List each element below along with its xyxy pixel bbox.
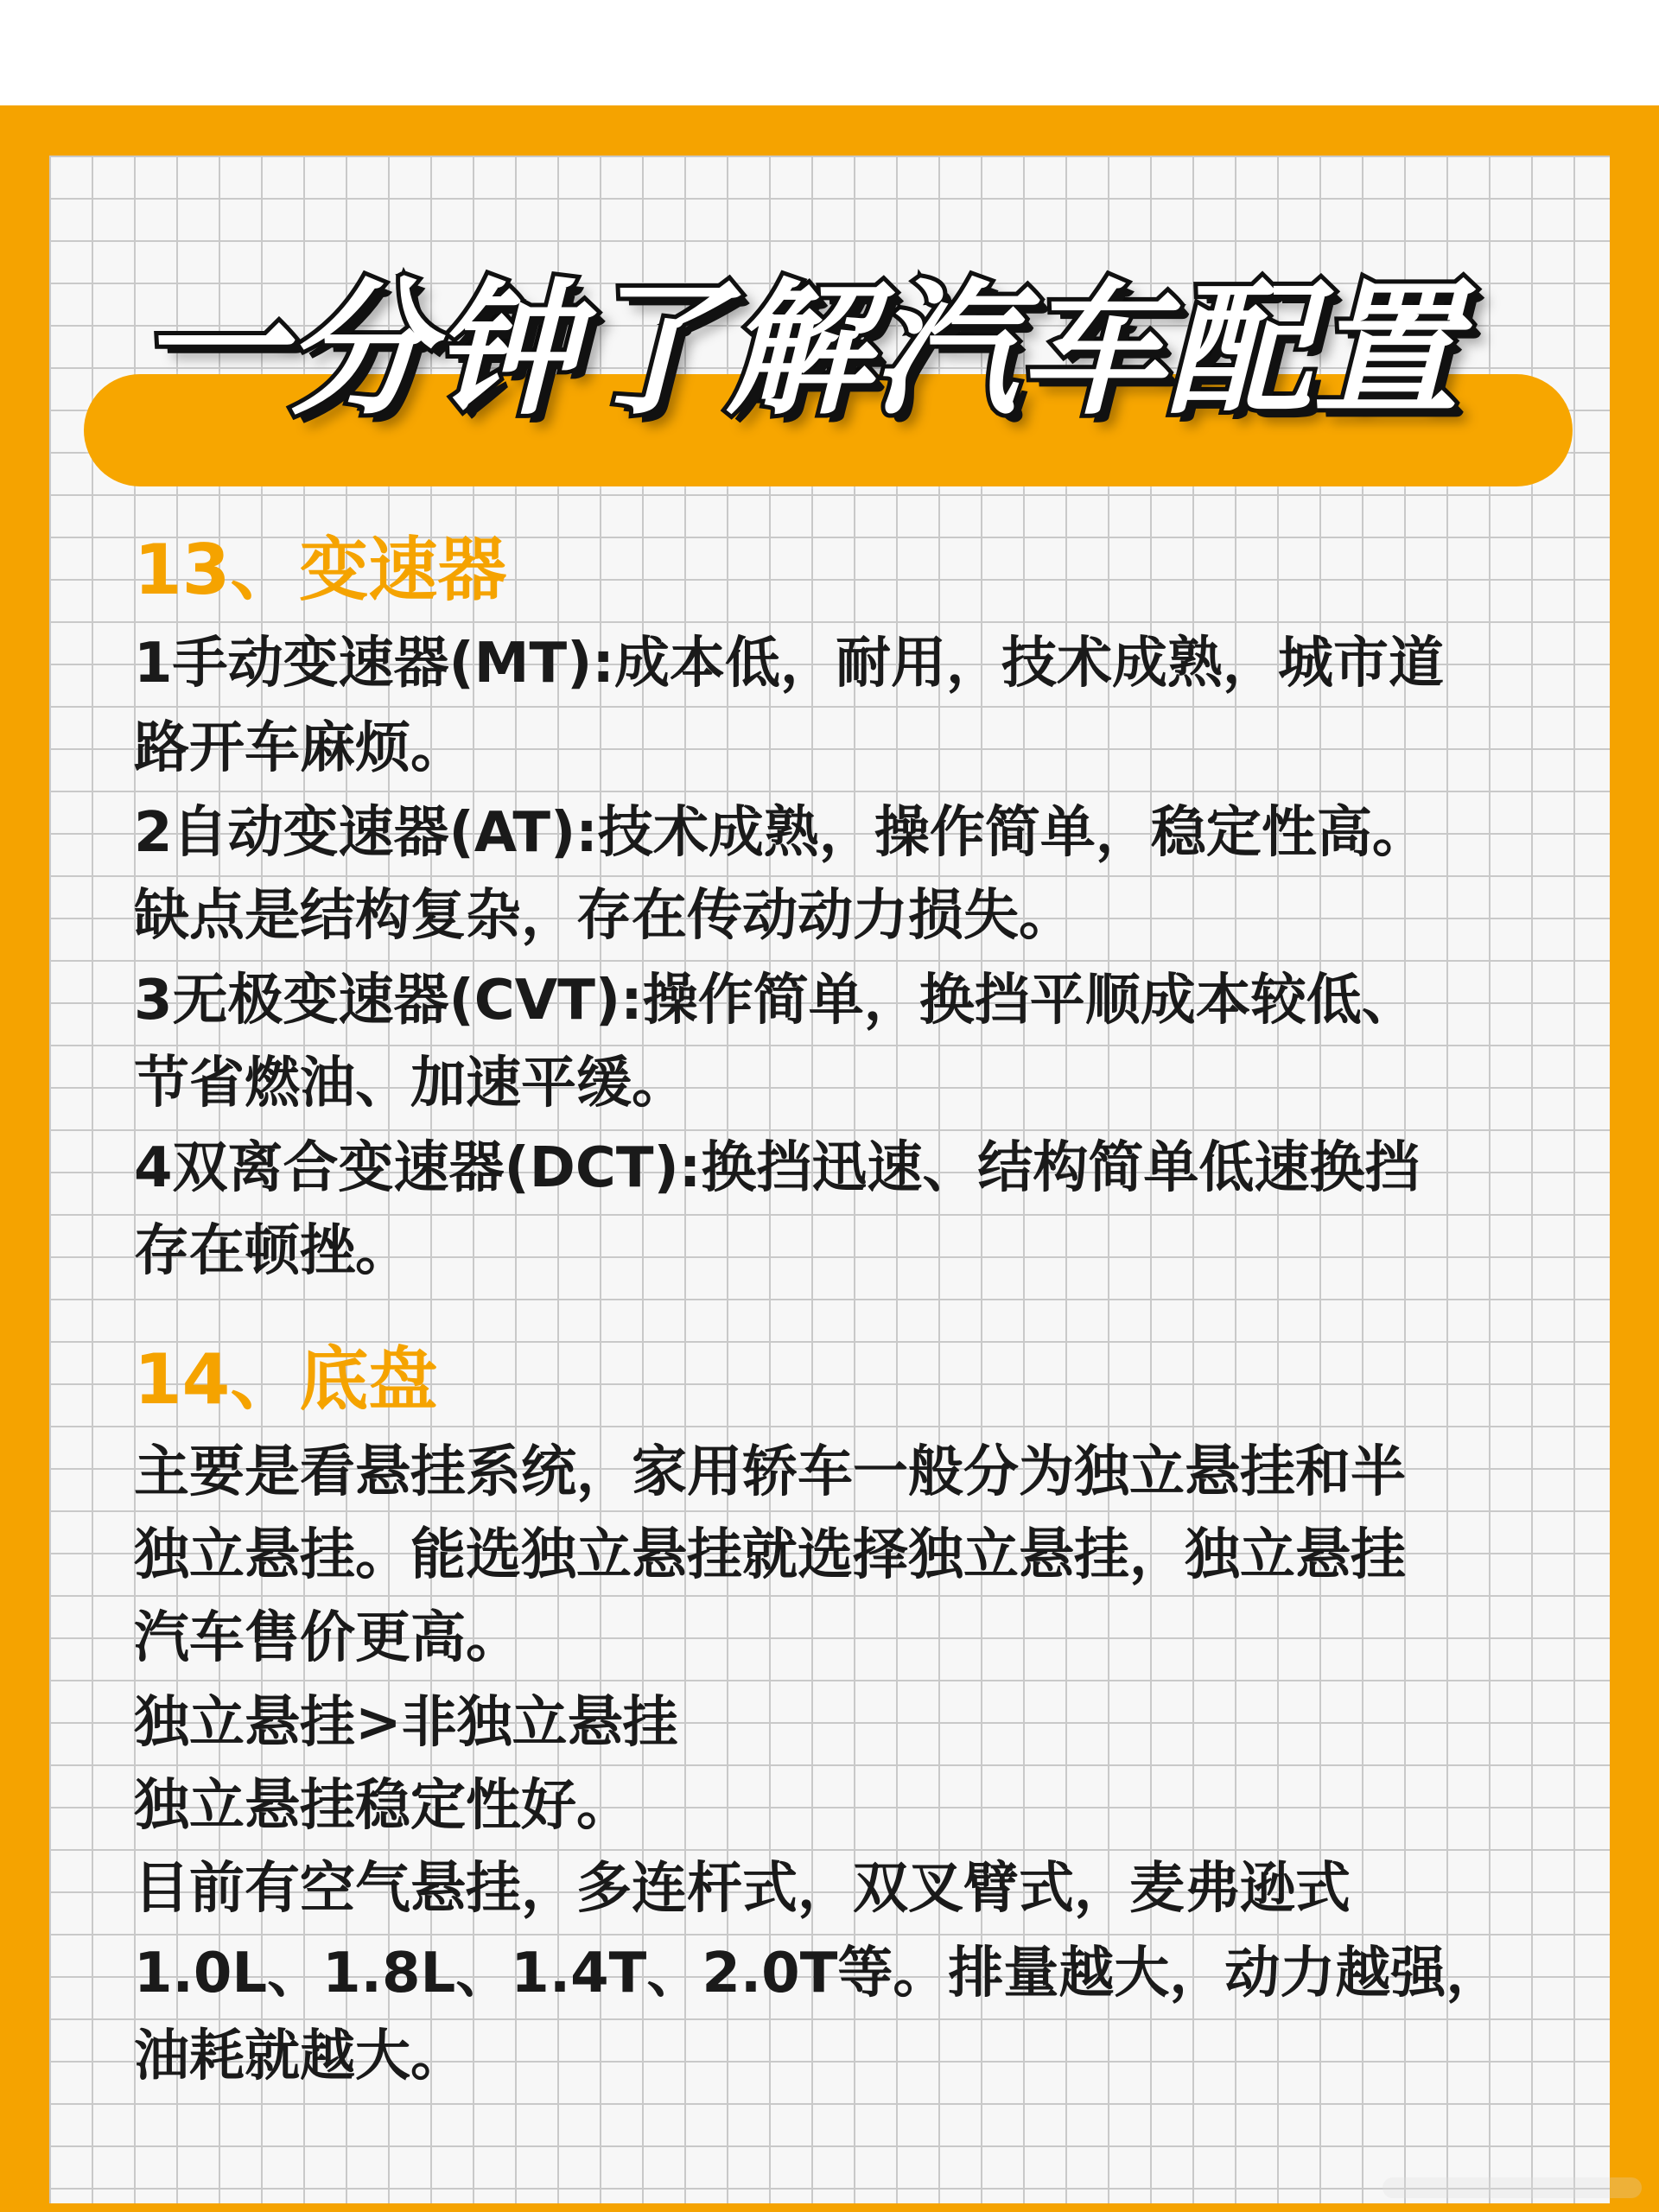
body-line: 独立悬挂。能选独立悬挂就选择独立悬挂，独立悬挂 xyxy=(134,1523,1406,1587)
body-line: 2自动变速器(AT):技术成熟，操作简单，稳定性高。 xyxy=(134,801,1427,865)
body-line: 独立悬挂>非独立悬挂 xyxy=(134,1691,678,1755)
watermark xyxy=(1382,2171,1642,2205)
body-line: 3无极变速器(CVT):操作简单，换挡平顺成本较低、 xyxy=(134,969,1417,1033)
body-line: 4双离合变速器(DCT):换挡迅速、结构简单低速换挡 xyxy=(134,1136,1421,1200)
body-line: 1手动变速器(MT):成本低，耐用，技术成熟，城市道 xyxy=(134,632,1444,696)
page-title: 一分钟了解汽车配置 xyxy=(138,265,1460,435)
body-line: 主要是看悬挂系统，家用轿车一般分为独立悬挂和半 xyxy=(134,1440,1406,1504)
body-line: 独立悬挂稳定性好。 xyxy=(134,1774,632,1838)
section-heading-transmission: 13、变速器 xyxy=(134,530,507,610)
body-line: 目前有空气悬挂，多连杆式，双叉臂式，麦弗逊式 xyxy=(134,1857,1351,1921)
body-line: 存在顿挫。 xyxy=(134,1219,410,1283)
body-line: 汽车售价更高。 xyxy=(134,1606,521,1670)
body-line: 缺点是结构复杂，存在传动动力损失。 xyxy=(134,884,1074,948)
body-line: 路开车麻烦。 xyxy=(134,716,466,780)
body-line: 1.0L、1.8L、1.4T、2.0T等。排量越大，动力越强， xyxy=(134,1942,1502,2005)
section-heading-chassis: 14、底盘 xyxy=(134,1339,438,1420)
watermark-graphic xyxy=(1382,2171,1642,2205)
body-line: 节省燃油、加速平缓。 xyxy=(134,1052,687,1116)
body-line: 油耗就越大。 xyxy=(134,2024,466,2088)
top-margin xyxy=(0,0,1659,105)
